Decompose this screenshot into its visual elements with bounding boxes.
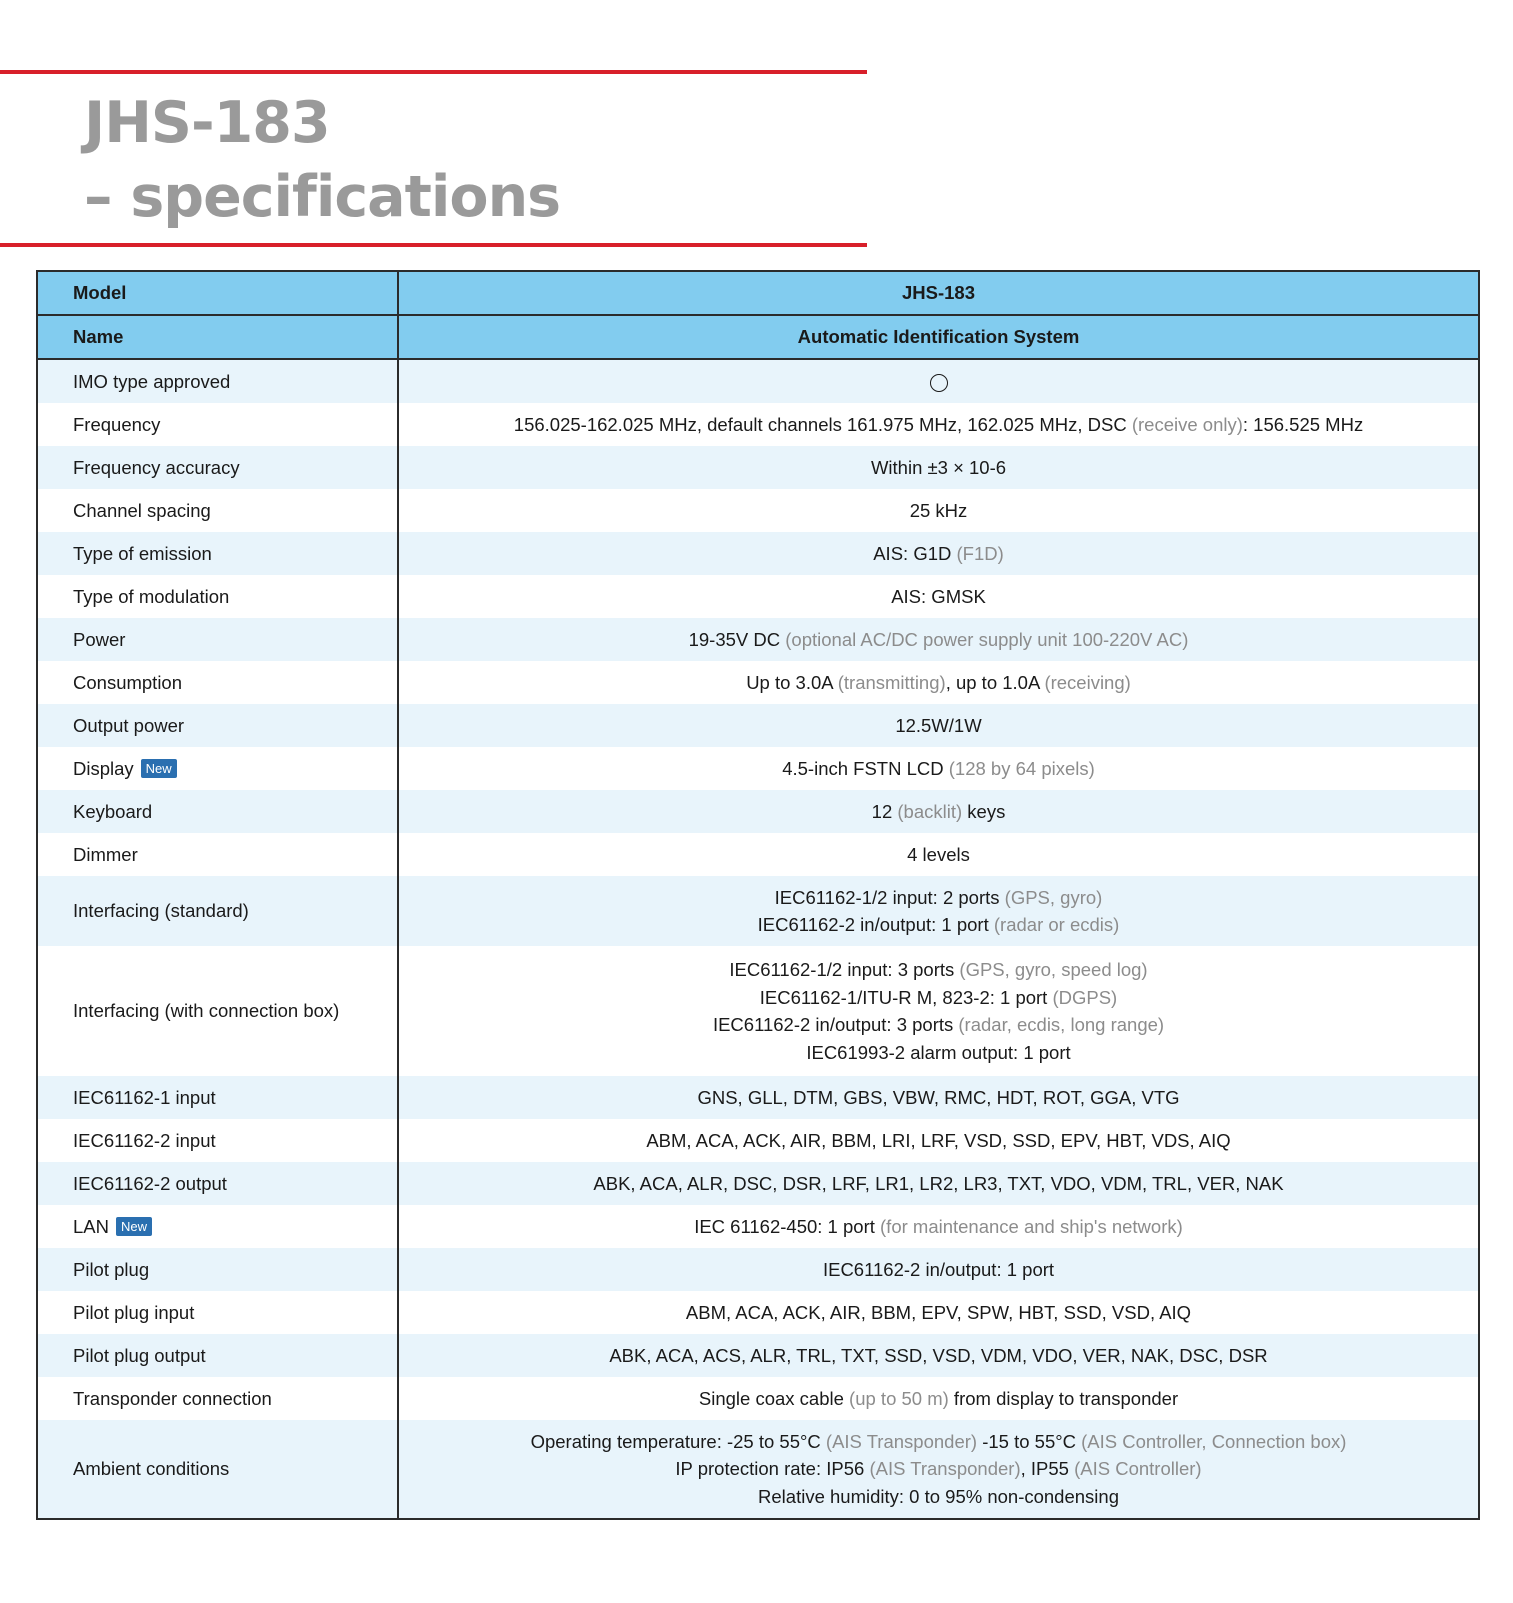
row-value bbox=[398, 790, 1479, 833]
row-label-text: Pilot plug bbox=[73, 1258, 150, 1280]
row-label bbox=[37, 1291, 398, 1334]
value-text: IEC 61162-450: 1 port bbox=[694, 1215, 881, 1237]
table-row bbox=[37, 403, 1479, 446]
row-value bbox=[398, 532, 1479, 575]
value-text: 25 kHz bbox=[909, 499, 968, 521]
value-note: (128 by 64 pixels) bbox=[948, 757, 1095, 779]
value-text: 12 bbox=[871, 800, 898, 822]
value-note: (AIS Controller, Connection box) bbox=[1081, 1430, 1347, 1452]
value-line bbox=[399, 1455, 1478, 1483]
value-text: IEC61162-1/ITU-R M, 823-2: 1 port bbox=[759, 986, 1053, 1008]
specifications-table bbox=[36, 270, 1480, 1520]
row-label-text: Type of emission bbox=[73, 542, 212, 564]
new-badge: New bbox=[141, 759, 177, 778]
value-line bbox=[399, 755, 1478, 783]
table-row bbox=[37, 1162, 1479, 1205]
row-label bbox=[37, 618, 398, 661]
header-row-model bbox=[37, 271, 1479, 315]
row-label bbox=[37, 704, 398, 747]
row-value bbox=[398, 704, 1479, 747]
table-row bbox=[37, 876, 1479, 946]
row-value bbox=[398, 1334, 1479, 1377]
row-value bbox=[398, 876, 1479, 946]
value-line bbox=[399, 454, 1478, 482]
value-note: (receive only) bbox=[1131, 413, 1243, 435]
row-label bbox=[37, 1076, 398, 1119]
row-value bbox=[398, 747, 1479, 790]
row-label bbox=[37, 359, 398, 403]
row-label-text: Interfacing (standard) bbox=[73, 900, 249, 921]
table-row bbox=[37, 704, 1479, 747]
row-label bbox=[37, 1420, 398, 1519]
value-text: AIS: GMSK bbox=[891, 585, 986, 607]
header-value-model: JHS-183 bbox=[398, 271, 1479, 315]
row-label bbox=[37, 1205, 398, 1248]
row-label-text: Power bbox=[73, 628, 126, 650]
value-line bbox=[399, 956, 1478, 984]
header-label-name: Name bbox=[37, 315, 398, 359]
row-label bbox=[37, 661, 398, 704]
new-badge: New bbox=[116, 1217, 152, 1236]
table-row bbox=[37, 1291, 1479, 1334]
table-row bbox=[37, 575, 1479, 618]
row-value bbox=[398, 833, 1479, 876]
row-label-text: Display bbox=[73, 757, 134, 779]
value-text: IEC61993-2 alarm output: 1 port bbox=[806, 1041, 1071, 1063]
value-text: Within ±3 × 10-6 bbox=[870, 456, 1007, 478]
row-value bbox=[398, 618, 1479, 661]
value-text: GNS, GLL, DTM, GBS, VBW, RMC, HDT, ROT, GGA, VTG bbox=[697, 1086, 1180, 1108]
row-value bbox=[398, 661, 1479, 704]
value-note: (for maintenance and ship's network) bbox=[880, 1215, 1183, 1237]
title-line-model: JHS-183 bbox=[84, 90, 330, 156]
page-title bbox=[84, 86, 560, 234]
value-note: (receiving) bbox=[1044, 671, 1131, 693]
value-note: (radar or ecdis) bbox=[993, 914, 1120, 935]
row-label-text: Channel spacing bbox=[73, 499, 211, 521]
row-label bbox=[37, 833, 398, 876]
row-value bbox=[398, 1248, 1479, 1291]
row-label bbox=[37, 1162, 398, 1205]
value-text: 156.025-162.025 MHz, default channels 161.975 MHz, 162.025 MHz, DSC bbox=[513, 413, 1132, 435]
row-value bbox=[398, 403, 1479, 446]
value-line bbox=[399, 411, 1478, 439]
value-line bbox=[399, 1256, 1478, 1284]
row-label-text: LAN bbox=[73, 1215, 109, 1237]
table-row bbox=[37, 446, 1479, 489]
header-value-name: Automatic Identification System bbox=[398, 315, 1479, 359]
value-text: IEC61162-1/2 input: 2 ports bbox=[774, 886, 1005, 908]
row-value bbox=[398, 1377, 1479, 1420]
value-note: (GPS, gyro) bbox=[1004, 886, 1103, 908]
table-row bbox=[37, 747, 1479, 790]
value-text: IP protection rate: IP56 bbox=[675, 1458, 870, 1480]
value-note: (GPS, gyro, speed log) bbox=[959, 959, 1148, 980]
value-line bbox=[399, 1170, 1478, 1198]
row-label-text: Consumption bbox=[73, 671, 183, 693]
row-value bbox=[398, 359, 1479, 403]
row-label-text: Transponder connection bbox=[73, 1387, 272, 1409]
value-line bbox=[399, 1385, 1478, 1413]
row-value bbox=[398, 489, 1479, 532]
table-row bbox=[37, 661, 1479, 704]
bottom-red-rule bbox=[0, 243, 867, 247]
value-line bbox=[399, 1483, 1478, 1511]
value-note: (transmitting) bbox=[837, 671, 946, 693]
approved-circle-icon bbox=[930, 374, 948, 392]
row-value bbox=[398, 1162, 1479, 1205]
value-text: IEC61162-2 in/output: 1 port bbox=[757, 914, 994, 935]
header-label-model: Model bbox=[37, 271, 398, 315]
value-line bbox=[399, 583, 1478, 611]
row-value bbox=[398, 946, 1479, 1076]
row-label bbox=[37, 1334, 398, 1377]
row-label-text: Frequency accuracy bbox=[73, 456, 240, 478]
value-line bbox=[399, 1428, 1478, 1456]
row-label bbox=[37, 1248, 398, 1291]
value-note: (F1D) bbox=[956, 542, 1004, 564]
row-label bbox=[37, 532, 398, 575]
row-value bbox=[398, 1076, 1479, 1119]
row-label-text: Pilot plug input bbox=[73, 1301, 195, 1323]
row-label-text: IEC61162-1 input bbox=[73, 1086, 216, 1108]
row-label bbox=[37, 946, 398, 1076]
row-label bbox=[37, 489, 398, 532]
value-text: Operating temperature: -25 to 55°C bbox=[530, 1430, 826, 1452]
table-row bbox=[37, 618, 1479, 661]
value-text: 19-35V DC bbox=[688, 628, 786, 650]
table-row bbox=[37, 946, 1479, 1076]
value-line bbox=[399, 984, 1478, 1012]
top-red-rule bbox=[0, 70, 867, 74]
value-line bbox=[399, 911, 1478, 939]
table-row bbox=[37, 833, 1479, 876]
table-row bbox=[37, 790, 1479, 833]
value-text: keys bbox=[962, 800, 1006, 822]
value-line bbox=[399, 1084, 1478, 1112]
row-label bbox=[37, 446, 398, 489]
row-label bbox=[37, 1119, 398, 1162]
value-text: Relative humidity: 0 to 95% non-condensing bbox=[758, 1485, 1119, 1507]
value-line bbox=[399, 1127, 1478, 1155]
value-note: (AIS Controller) bbox=[1074, 1458, 1202, 1480]
header-row-name bbox=[37, 315, 1479, 359]
value-note: (AIS Transponder) bbox=[825, 1430, 978, 1452]
value-line bbox=[399, 626, 1478, 654]
value-line bbox=[399, 712, 1478, 740]
table-row bbox=[37, 1377, 1479, 1420]
row-label-text: IEC61162-2 input bbox=[73, 1129, 216, 1151]
table-row bbox=[37, 532, 1479, 575]
value-note: (up to 50 m) bbox=[849, 1387, 949, 1409]
value-note: (backlit) bbox=[897, 800, 963, 822]
value-text: : 156.525 MHz bbox=[1242, 413, 1364, 435]
value-line bbox=[399, 1342, 1478, 1370]
table-row bbox=[37, 1205, 1479, 1248]
row-label-text: IEC61162-2 output bbox=[73, 1172, 227, 1194]
row-label-text: Pilot plug output bbox=[73, 1344, 206, 1366]
row-label bbox=[37, 575, 398, 618]
value-text: ABM, ACA, ACK, AIR, BBM, EPV, SPW, HBT, SSD, VSD, AIQ bbox=[685, 1301, 1192, 1323]
value-text: ABK, ACA, ALR, DSC, DSR, LRF, LR1, LR2, LR3, TXT, VDO, VDM, TRL, VER, NAK bbox=[593, 1172, 1284, 1194]
row-value bbox=[398, 1119, 1479, 1162]
value-text: IEC61162-1/2 input: 3 ports bbox=[729, 959, 960, 980]
row-label-text: Output power bbox=[73, 714, 185, 736]
value-text: 4 levels bbox=[907, 843, 970, 865]
row-label-text: Dimmer bbox=[73, 843, 138, 865]
value-text: , IP55 bbox=[1020, 1458, 1075, 1480]
value-text: ABM, ACA, ACK, AIR, BBM, LRI, LRF, VSD, SSD, EPV, HBT, VDS, AIQ bbox=[646, 1129, 1231, 1151]
table-row bbox=[37, 1420, 1479, 1519]
table-row bbox=[37, 1119, 1479, 1162]
value-line bbox=[399, 497, 1478, 525]
row-value bbox=[398, 1205, 1479, 1248]
value-line bbox=[399, 1039, 1478, 1067]
value-text: 4.5-inch FSTN LCD bbox=[782, 757, 949, 779]
row-value bbox=[398, 1420, 1479, 1519]
value-text: 12.5W/1W bbox=[895, 714, 982, 736]
value-line bbox=[399, 1299, 1478, 1327]
specifications-table-body bbox=[37, 271, 1479, 1519]
value-note: (AIS Transponder) bbox=[869, 1458, 1021, 1480]
value-text: IEC61162-2 in/output: 1 port bbox=[822, 1258, 1055, 1280]
table-row bbox=[37, 1248, 1479, 1291]
row-label-text: Frequency bbox=[73, 413, 161, 435]
value-line bbox=[399, 1213, 1478, 1241]
title-line-specifications: – specifications bbox=[84, 164, 561, 230]
value-note: (radar, ecdis, long range) bbox=[958, 1014, 1165, 1035]
value-text: , up to 1.0A bbox=[945, 671, 1045, 693]
row-label-text: IMO type approved bbox=[73, 370, 231, 392]
value-line bbox=[399, 1011, 1478, 1039]
row-label-text: Keyboard bbox=[73, 800, 153, 822]
row-value bbox=[398, 575, 1479, 618]
value-note: (DGPS) bbox=[1052, 986, 1118, 1008]
value-line bbox=[399, 841, 1478, 869]
value-text: -15 to 55°C bbox=[977, 1430, 1082, 1452]
row-value bbox=[398, 1291, 1479, 1334]
table-row bbox=[37, 489, 1479, 532]
value-text: AIS: G1D bbox=[873, 542, 957, 564]
table-row bbox=[37, 359, 1479, 403]
value-note: (optional AC/DC power supply unit 100-220V AC) bbox=[785, 628, 1189, 650]
row-label bbox=[37, 403, 398, 446]
value-text: IEC61162-2 in/output: 3 ports bbox=[712, 1014, 959, 1035]
row-label-text: Ambient conditions bbox=[73, 1458, 230, 1479]
value-text: ABK, ACA, ACS, ALR, TRL, TXT, SSD, VSD, VDM, VDO, VER, NAK, DSC, DSR bbox=[609, 1344, 1268, 1366]
row-label-text: Interfacing (with connection box) bbox=[73, 1000, 340, 1021]
row-label bbox=[37, 790, 398, 833]
value-line bbox=[399, 798, 1478, 826]
value-line bbox=[399, 540, 1478, 568]
row-label-text: Type of modulation bbox=[73, 585, 230, 607]
value-text: from display to transponder bbox=[948, 1387, 1179, 1409]
row-label bbox=[37, 876, 398, 946]
row-label bbox=[37, 1377, 398, 1420]
value-text: Up to 3.0A bbox=[746, 671, 838, 693]
value-text: Single coax cable bbox=[698, 1387, 850, 1409]
table-row bbox=[37, 1076, 1479, 1119]
value-line bbox=[399, 669, 1478, 697]
table-row bbox=[37, 1334, 1479, 1377]
row-value bbox=[398, 446, 1479, 489]
row-label bbox=[37, 747, 398, 790]
value-line bbox=[399, 884, 1478, 912]
